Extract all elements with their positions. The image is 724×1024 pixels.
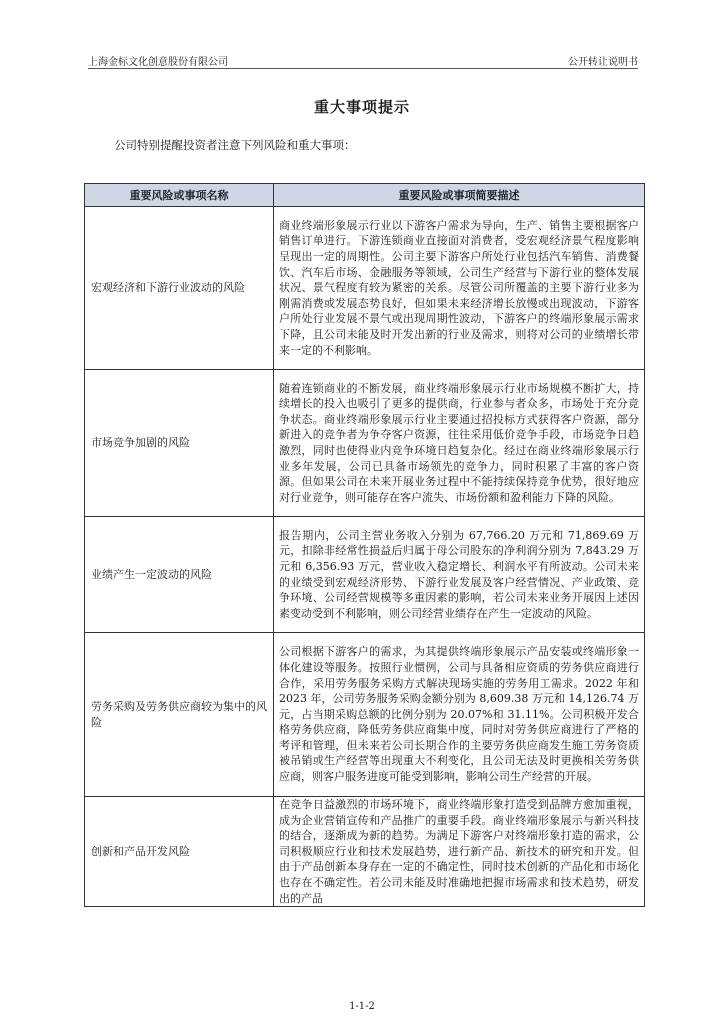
risk-description: 商业终端形象展示行业以下游客户需求为导向，生产、销售主要根据客户销售订单进行。下游连锁商业直接面对消费者，受宏观经济景气程度影响呈现出一定的周期性。公司主要下游客户所处行业包括汽车销售、消费餐饮、汽车后市场、金融服务等领域，公司生产经营与下游行业的整体发展状况、景气程度有较为紧密的关系。尽管公司所覆盖的主要下游行业多为刚需消费或发展态势良好，但如果未来经济增长放慢或出现波动，下游客户所处行业发展不景气或出现周期性波动，下游客户的终端形象展示需求下降，且公司未能及时开发出新的行业及需求，则将对公司的业绩增长带来一定的不利影响。	[274, 207, 645, 370]
risk-description: 随着连锁商业的不断发展，商业终端形象展示行业市场规模不断扩大，持续增长的投入也吸引了更多的提供商，行业参与者众多，市场处于充分竞争状态。商业终端形象展示行业主要通过招投标方式获得客户资源，部分新进入的竞争者为争夺客户资源，往往采用低价竞争手段，市场竞争日趋激烈，同时也使得业内竞争环境日趋复杂化。经过在商业终端形象展示行业多年发展，公司已具备市场领先的竞争力，同时积累了丰富的客户资源。但如果公司在未来开展业务过程中不能持续保持竞争优势，很好地应对行业竞争，则可能存在客户流失、市场份额和盈利能力下降的风险。	[274, 370, 645, 517]
header-doc-type: 公开转让说明书	[568, 57, 638, 68]
risk-description: 报告期内，公司主营业务收入分别为 67,766.20 万元和 71,869.69 万元，扣除非经常性损益后归属于母公司股东的净利润分别为 7,843.29 万元和 6,356.93 万元，营业收入稳定增长、利润水平有所波动。公司未来的业绩受到宏观经济形势、下游行业发展及客户经营情况、产业政策、竞争环境、公司经营规模等多重因素的影响，若公司未来业务开展因上述因素变动受到不利影响，则公司经营业绩存在产生一定波动的风险。	[274, 517, 645, 633]
risk-name: 劳务采购及劳务供应商较为集中的风险	[85, 633, 274, 797]
table-row	[85, 207, 645, 370]
risk-name: 创新和产品开发风险	[85, 797, 274, 907]
risk-name: 市场竞争加剧的风险	[85, 370, 274, 517]
risk-description: 公司根据下游客户的需求，为其提供终端形象展示产品安装或终端形象一体化建设等服务。按照行业惯例，公司与具备相应资质的劳务供应商进行合作，采用劳务服务采购方式解决现场实施的劳务用工需求。2022 年和 2023 年，公司劳务服务采购金额分别为 8,609.38 万元和 14,126.74 万元，占当期采购总额的比例分别为 20.07%和 31.11%。公司积极开发合格劳务供应商，降低劳务供应商集中度，同时对劳务供应商进行了严格的考评和管理，但未来若公司长期合作的主要劳务供应商发生施工劳务资质被吊销或生产经营等出现重大不利变化，且公司无法及时更换相关劳务供应商，则客户服务进度可能受到影响，影响公司生产经营的开展。	[274, 633, 645, 797]
page-header	[88, 52, 638, 69]
risk-name: 业绩产生一定波动的风险	[85, 517, 274, 633]
page-number: 1-1-2	[349, 1001, 375, 1012]
risk-description: 在竞争日益激烈的市场环境下，商业终端形象打造受到品牌方愈加重视，成为企业营销宣传和产品推广的重要手段。商业终端形象展示与新兴科技的结合，逐渐成为新的趋势。为满足下游客户对终端形象打造的需求，公司积极顺应行业和技术发展趋势，进行新产品、新技术的研究和开发。但由于产品创新本身存在一定的不确定性，同时技术创新的产品化和市场化也存在不确定性。若公司未能及时准确地把握市场需求和技术趋势，研发出的产品	[274, 797, 645, 907]
table-row	[85, 517, 645, 633]
risk-name: 宏观经济和下游行业波动的风险	[85, 207, 274, 370]
header-risk-desc: 重要风险或事项简要描述	[274, 184, 645, 207]
header-risk-name: 重要风险或事项名称	[85, 184, 274, 207]
header-company: 上海金标文化创意股份有限公司	[88, 57, 228, 68]
table-row	[85, 633, 645, 797]
risk-table	[84, 183, 645, 907]
page-title: 重大事项提示	[313, 98, 410, 116]
table-row	[85, 370, 645, 517]
table-header-row	[85, 184, 645, 207]
table-row	[85, 797, 645, 907]
intro-paragraph: 公司特别提醒投资者注意下列风险和重大事项：	[114, 138, 356, 152]
